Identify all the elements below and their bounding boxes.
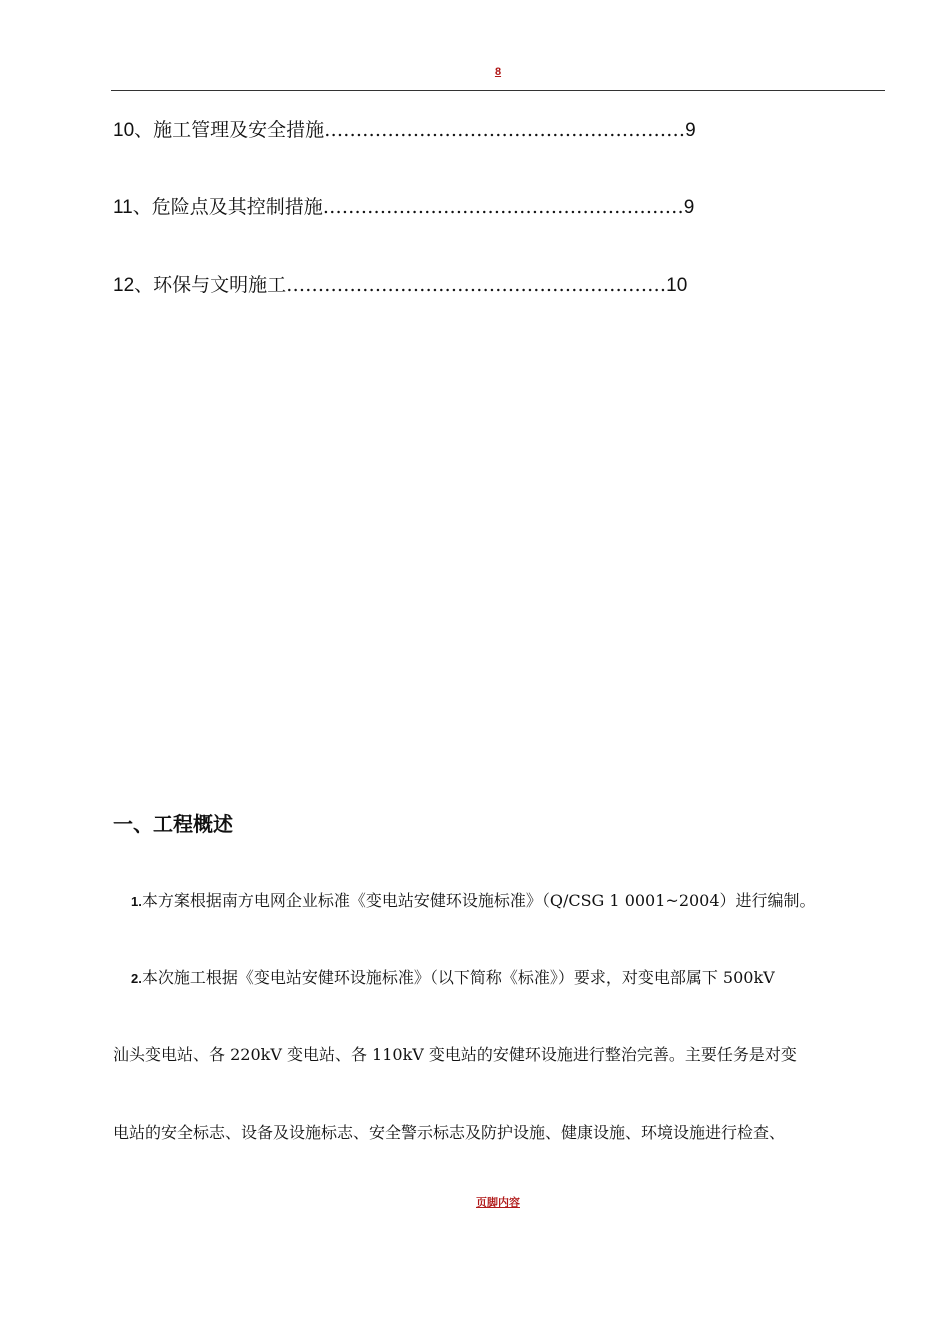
toc-entry-number: 10 [113, 120, 135, 141]
toc-entry-title: 环保与文明施工 [153, 274, 287, 296]
toc-entry-separator: 、 [134, 274, 154, 296]
paragraph-1 [131, 889, 816, 914]
toc-entry-page: 10 [666, 275, 688, 296]
paragraph-2-line-2: 汕头变电站、各 220kV 变电站、各 110kV 变电站的安健环设施进行整治完善。主要任务是对变 [113, 1045, 797, 1064]
toc-entry[interactable] [113, 194, 793, 221]
toc-entry-leader: ………………………………………………… [322, 196, 684, 218]
toc-entry-leader: …………………………………………………… [286, 274, 667, 296]
toc-entry[interactable] [113, 272, 793, 299]
paragraph-2-line-1 [131, 966, 775, 991]
section-heading: 一、工程概述 [113, 812, 233, 836]
toc-entry-separator: 、 [134, 119, 154, 141]
paragraph-1-text: 本方案根据南方电网企业标准《变电站安健环设施标准》（Q/CSG 1 0001~2004）进行编制。 [141, 891, 816, 910]
toc-entry-page: 9 [683, 197, 695, 218]
toc-entry-number: 12 [113, 275, 135, 296]
paragraph-2-line-3: 电站的安全标志、设备及设施标志、安全警示标志及防护设施、健康设施、环境设施进行检查、 [113, 1123, 786, 1142]
toc-entry-page: 9 [685, 120, 696, 141]
header-rule [111, 90, 885, 91]
paragraph-2-number: 2. [131, 971, 142, 986]
toc-entry[interactable] [113, 117, 793, 144]
toc-entry-separator: 、 [132, 196, 152, 218]
footer-text: 页脚内容 [476, 1196, 520, 1209]
toc-entry-number: 11 [113, 197, 133, 218]
page-number: 8 [494, 66, 502, 78]
paragraph-1-number: 1. [131, 894, 142, 909]
toc-entry-title: 施工管理及安全措施 [153, 119, 325, 141]
paragraph-2-text: 本次施工根据《变电站安健环设施标准》（以下简称《标准》）要求，对变电部属下 500kV [141, 968, 775, 987]
toc-entry-title: 危险点及其控制措施 [151, 196, 323, 218]
toc-entry-leader: ………………………………………………… [324, 119, 686, 141]
